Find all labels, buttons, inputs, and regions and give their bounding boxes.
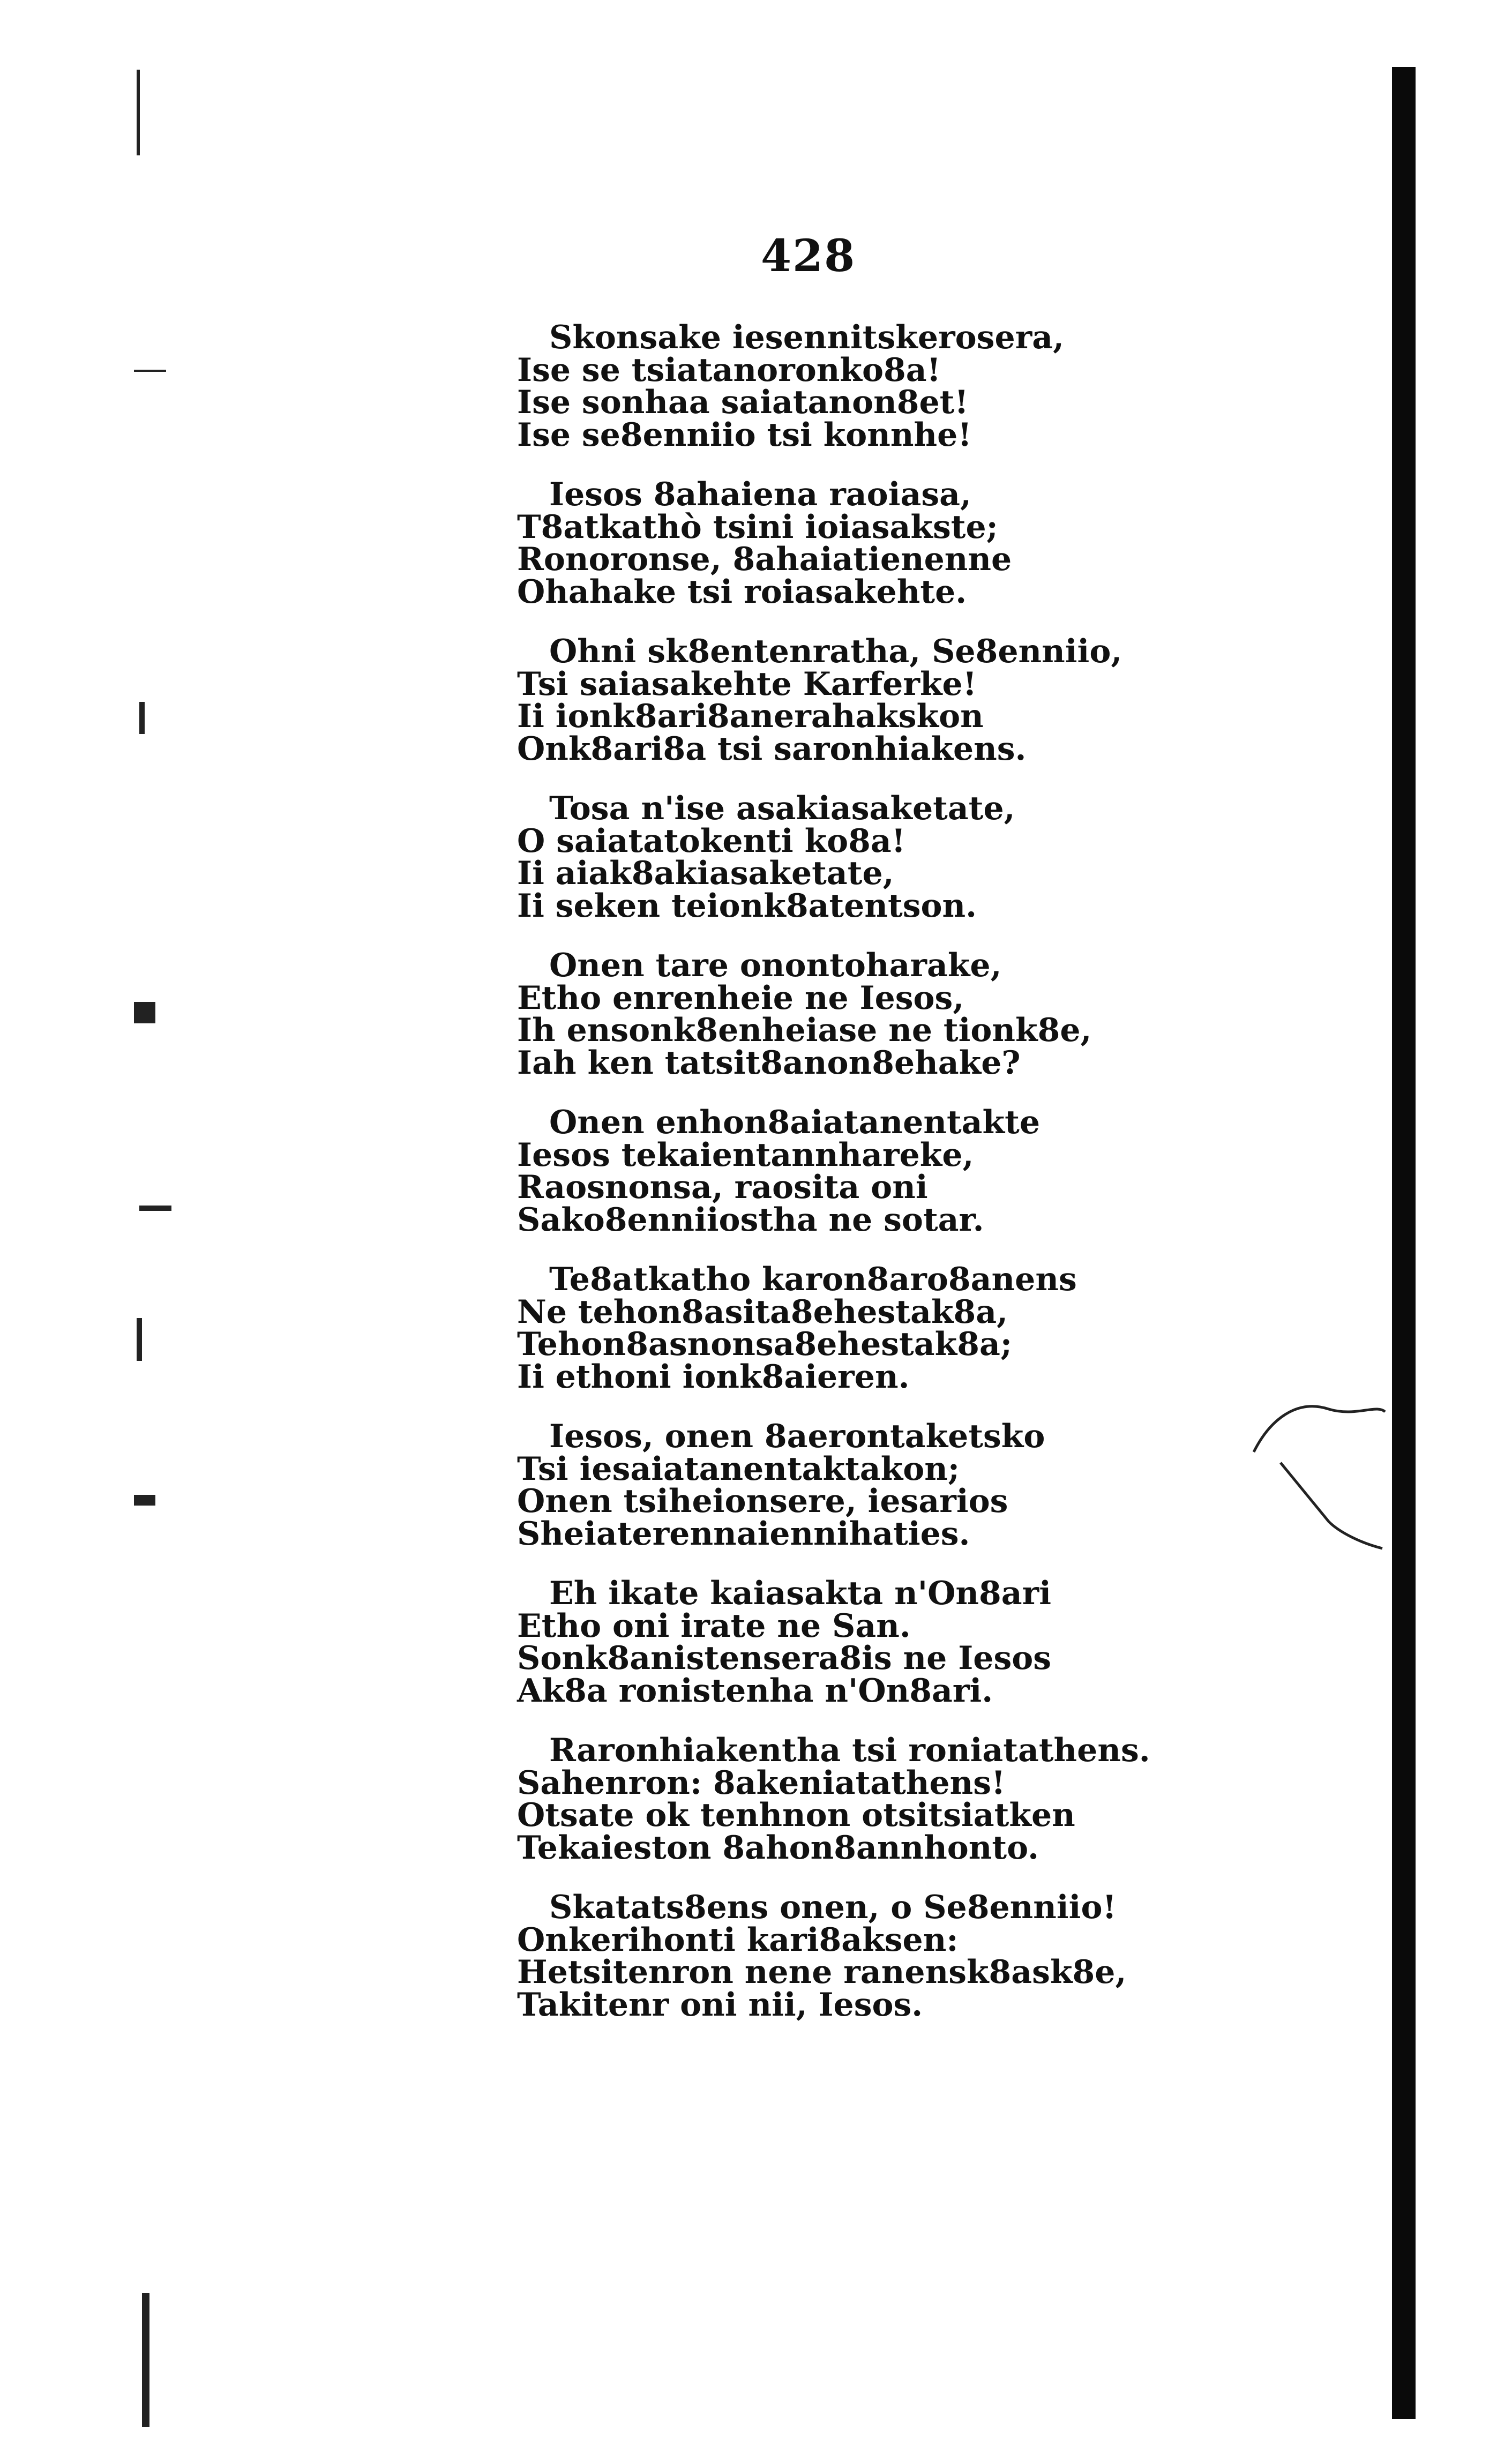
- binding-edge: [1392, 67, 1416, 2419]
- verse-line: Ise se8enniio tsi konnhe!: [517, 416, 972, 454]
- verse-line: Iesos 8ahaiena raoiasa,: [549, 476, 971, 513]
- verse-line: Ii seken teionk8atentson.: [517, 887, 977, 925]
- verse-line: Ohahake tsi roiasakehte.: [517, 573, 967, 611]
- stanza-11: [517, 1889, 1267, 2024]
- verse-line: Tsi saiasakehte Karferke!: [517, 665, 977, 703]
- verse-line: Ne tehon8asita8ehestak8a,: [517, 1293, 1008, 1331]
- verse-line: Ronoronse, 8ahaiatienenne: [517, 541, 1012, 578]
- stanza-9: [517, 1575, 1267, 1710]
- verse-line: Etho enrenheie ne Iesos,: [517, 979, 964, 1017]
- handwritten-bracket-mark: [1248, 1388, 1388, 1581]
- stanza-8: [517, 1418, 1267, 1553]
- verse-line: Tekaieston 8ahon8annhonto.: [517, 1829, 1039, 1867]
- verse-line: Te8atkatho karon8aro8anens: [549, 1261, 1077, 1298]
- verse-line: Onk8ari8a tsi saronhiakens.: [517, 730, 1027, 768]
- verse-line: Etho oni irate ne San.: [517, 1607, 911, 1645]
- verse-line: Ise sonhaa saiatanon8et!: [517, 384, 969, 421]
- verse-line: Tosa n'ise asakiasaketate,: [549, 790, 1015, 827]
- verse-line: Onen enhon8aiatanentakte: [549, 1104, 1040, 1141]
- stanza-5: [517, 947, 1267, 1082]
- stanza-10: [517, 1732, 1267, 1867]
- verse-line: Iesos, onen 8aerontaketsko: [549, 1418, 1045, 1455]
- verse-line: Ii aiak8akiasaketate,: [517, 855, 894, 892]
- verse-line: Onkerihonti kari8aksen:: [517, 1921, 959, 1959]
- verse-line: Raosnonsa, raosita oni: [517, 1169, 928, 1206]
- stanza-1: [517, 319, 1267, 454]
- verse-line: Sonk8anistensera8is ne Iesos: [517, 1640, 1052, 1677]
- verse-line: T8atkathò tsini ioiasakste;: [517, 508, 998, 546]
- stanza-4: [517, 790, 1267, 925]
- stanza-7: [517, 1261, 1267, 1396]
- verse-line: Sahenron: 8akeniatathens!: [517, 1764, 1006, 1802]
- verse-line: Ii ethoni ionk8aieren.: [517, 1358, 910, 1396]
- verse-line: Sheiaterennaiennihaties.: [517, 1515, 970, 1553]
- verse-line: Sako8enniiostha ne sotar.: [517, 1201, 984, 1239]
- verse-line: Ohni sk8entenratha, Se8enniio,: [549, 633, 1122, 670]
- verse-line: Tehon8asnonsa8ehestak8a;: [517, 1326, 1012, 1363]
- verse-line: Iah ken tatsit8anon8ehake?: [517, 1044, 1021, 1082]
- verse-line: Eh ikate kaiasakta n'On8ari: [549, 1575, 1052, 1612]
- verse-line: Takitenr oni nii, Iesos.: [517, 1986, 923, 2024]
- hymn-verses: [517, 321, 1267, 2048]
- verse-line: Onen tare onontoharake,: [549, 947, 1002, 984]
- verse-line: Ak8a ronistenha n'On8ari.: [517, 1672, 993, 1710]
- verse-line: Tsi iesaiatanentaktakon;: [517, 1450, 960, 1488]
- verse-line: Otsate ok tenhnon otsitsiatken: [517, 1796, 1075, 1834]
- stanza-6: [517, 1104, 1267, 1239]
- verse-line: O saiatatokenti ko8a!: [517, 822, 906, 860]
- page-number: 428: [761, 230, 856, 282]
- verse-line: Skatats8ens onen, o Se8enniio!: [549, 1889, 1117, 1926]
- verse-line: Skonsake iesennitskerosera,: [549, 319, 1064, 356]
- stanza-3: [517, 633, 1267, 768]
- gutter-scan-marks: [86, 70, 171, 2427]
- verse-line: Onen tsiheionsere, iesarios: [517, 1483, 1008, 1520]
- verse-line: Ise se tsiatanoronko8a!: [517, 351, 941, 389]
- verse-line: Ii ionk8ari8anerahakskon: [517, 698, 984, 735]
- verse-line: Ih ensonk8enheiase ne tionk8e,: [517, 1012, 1092, 1049]
- verse-line: Raronhiakentha tsi roniatathens.: [549, 1732, 1150, 1769]
- stanza-2: [517, 476, 1267, 611]
- verse-line: Hetsitenron nene ranensk8ask8e,: [517, 1953, 1127, 1991]
- verse-line: Iesos tekaientannhareke,: [517, 1136, 974, 1174]
